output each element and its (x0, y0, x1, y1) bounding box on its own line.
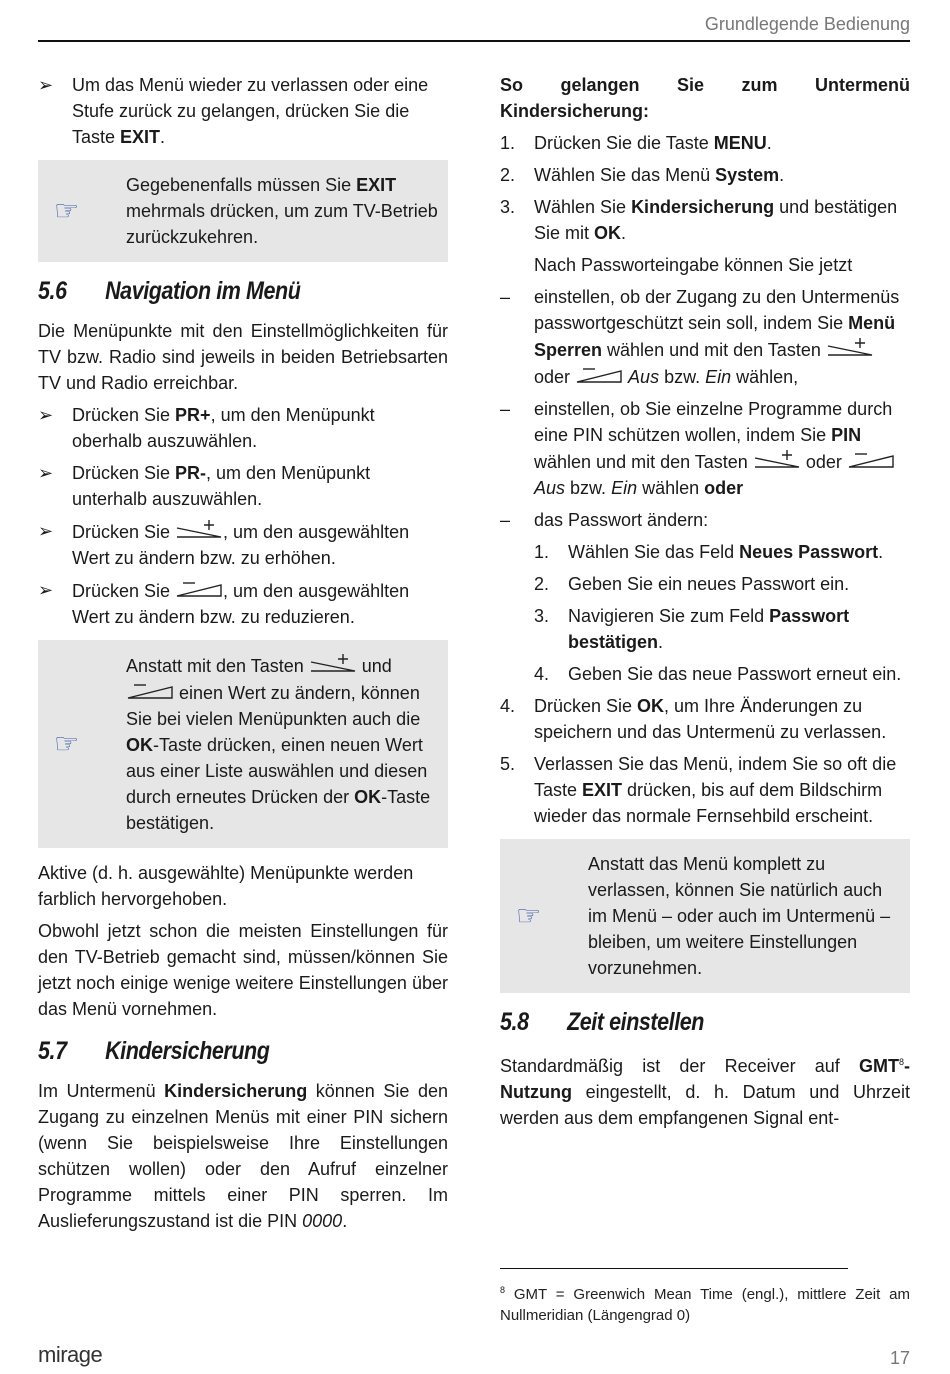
footnote-divider (500, 1268, 848, 1269)
paragraph-kindersicherung: Im Untermenü Kindersicherung können Sie den Zugang zu einzelnen Menüs mit einer PIN sichern (wenn Sie beispielsweise Ihre Einstellungen schützen wollen) oder den Aufruf einzelner Programme mittels einer PIN sperren. Im Auslieferungszustand ist die PIN 0000. (38, 1081, 448, 1231)
arrow-bullet-icon: ➢ (38, 405, 54, 425)
plus-key-icon (309, 652, 357, 674)
substep-2: 2. Geben Sie ein neues Passwort ein. (534, 574, 850, 594)
note-box-menu: ☞ Anstatt das Menü komplett zu verlassen, können Sie natürlich auch im Menü – oder auch im Untermenü – bleiben, um weitere Einstellungen vorzunehmen. (500, 839, 910, 993)
arrow-bullet-icon: ➢ (38, 75, 54, 95)
page-number: 17 (889, 1348, 910, 1368)
section-heading-5-8: 5.8 Zeit einstellen (500, 1008, 705, 1036)
bullet-plus-key: ➢ Drücken Sie , um den ausgewählten Wert zu ändern bzw. zu erhöhen. (38, 518, 448, 571)
right-column (500, 72, 910, 1137)
substep-4: 4. Geben Sie das neue Passwort erneut ein. (534, 664, 902, 684)
step-3: 3. Wählen Sie Kindersicherung und bestätigen Sie mit OK. (500, 197, 898, 243)
step-2: 2. Wählen Sie das Menü System. (500, 165, 785, 185)
section-heading-5-7: 5.7 Kindersicherung (38, 1037, 270, 1065)
pointing-hand-icon: ☞ (516, 900, 542, 931)
pointing-hand-icon: ☞ (54, 728, 80, 759)
dash-item-menu-sperren: – einstellen, ob der Zugang zu den Untermenüs passwortgeschützt sein soll, indem Sie Menü Sperren wählen und mit den Tasten oder Aus bzw. Ein wählen, (500, 287, 900, 387)
plus-key-icon (826, 336, 874, 358)
substep-1: 1. Wählen Sie das Feld Neues Passwort. (534, 542, 884, 562)
arrow-bullet-icon: ➢ (38, 580, 54, 600)
note-box-exit: ☞ Gegebenenfalls müssen Sie EXIT mehrmals drücken, um zum TV-Betrieb zurückzukehren. (38, 160, 448, 262)
header-title: Grundlegende Bedienung (704, 14, 910, 34)
bullet-minus-key: ➢ Drücken Sie , um den ausgewählten Wert zu ändern bzw. zu reduzieren. (38, 577, 448, 630)
paragraph-obwohl: Obwohl jetzt schon die meisten Einstellungen für den TV-Betrieb gemacht sind, müssen/können Sie jetzt noch einige wenige weitere Einstellungen über das Menü vornehmen. (38, 921, 448, 1019)
note-box-ok: ☞ Anstatt mit den Tasten und einen Wert zu ändern, können Sie bei vielen Menüpunkten auch die OK-Taste drücken, einen neuen Wert aus einer Liste auswählen und diesen durch erneutes Drücken der OK-Taste bestätigen. (38, 640, 448, 848)
mirage-logo: mirage (38, 1342, 103, 1367)
bullet-pr-minus: ➢ Drücken Sie PR-, um den Menüpunkt unterhalb auszuwählen. (38, 460, 448, 512)
bullet-pr-plus: ➢ Drücken Sie PR+, um den Menüpunkt oberhalb auszuwählen. (38, 402, 448, 454)
dash-item-pin: – einstellen, ob Sie einzelne Programme durch eine PIN schützen wollen, indem Sie PIN wählen und mit den Tasten oder Aus bzw. Ein wählen oder (500, 396, 910, 501)
step-1: 1. Drücken Sie die Taste MENU. (500, 133, 772, 153)
left-column (38, 72, 448, 1240)
arrow-bullet-icon: ➢ (38, 463, 54, 483)
paragraph-intro: Die Menüpunkte mit den Einstellmöglichkeiten für TV bzw. Radio sind jeweils in beiden Betriebsarten TV und Radio erreichbar. (38, 321, 448, 393)
plus-key-icon (753, 448, 801, 470)
footnote: $^8$ GMT = Greenwich Mean Time (engl.), mittlere Zeit am Nullmeridian (Längengrad 0) (500, 1285, 910, 1324)
plus-key-icon (175, 518, 223, 540)
step-5: 5. Verlassen Sie das Menü, indem Sie so oft die Taste EXIT drücken, bis auf dem Bildschirm wieder das normale Fernsehbild erscheint. (500, 754, 897, 826)
substep-3: 3. Navigieren Sie zum Feld Passwort bestätigen. (534, 606, 850, 652)
minus-key-icon (175, 577, 223, 599)
paragraph-zeit: Standardmäßig ist der Receiver auf GMT$^8$-Nutzung eingestellt, d. h. Datum und Uhrzeit werden aus dem empfangenen Signal ent- (500, 1056, 910, 1128)
section-heading-5-6: 5.6 Navigation im Menü (38, 277, 301, 305)
page-header (38, 12, 910, 42)
after-password-text: Nach Passworteingabe können Sie jetzt (534, 255, 853, 275)
minus-key-icon (847, 448, 895, 470)
lead-heading: So gelangen Sie zum Untermenü Kindersicherung: (500, 75, 910, 121)
pointing-hand-icon: ☞ (54, 195, 80, 226)
dash-item-password: – das Passwort ändern: (500, 510, 709, 530)
bullet-exit: ➢ Um das Menü wieder zu verlassen oder eine Stufe zurück zu gelangen, drücken Sie die Taste EXIT. (38, 72, 448, 150)
step-4: 4. Drücken Sie OK, um Ihre Änderungen zu speichern und das Untermenü zu verlassen. (500, 696, 887, 742)
arrow-bullet-icon: ➢ (38, 521, 54, 541)
minus-key-icon (575, 363, 623, 385)
minus-key-icon (126, 679, 174, 701)
paragraph-active: Aktive (d. h. ausgewählte) Menüpunkte werden farblich hervorgehoben. (38, 863, 414, 909)
